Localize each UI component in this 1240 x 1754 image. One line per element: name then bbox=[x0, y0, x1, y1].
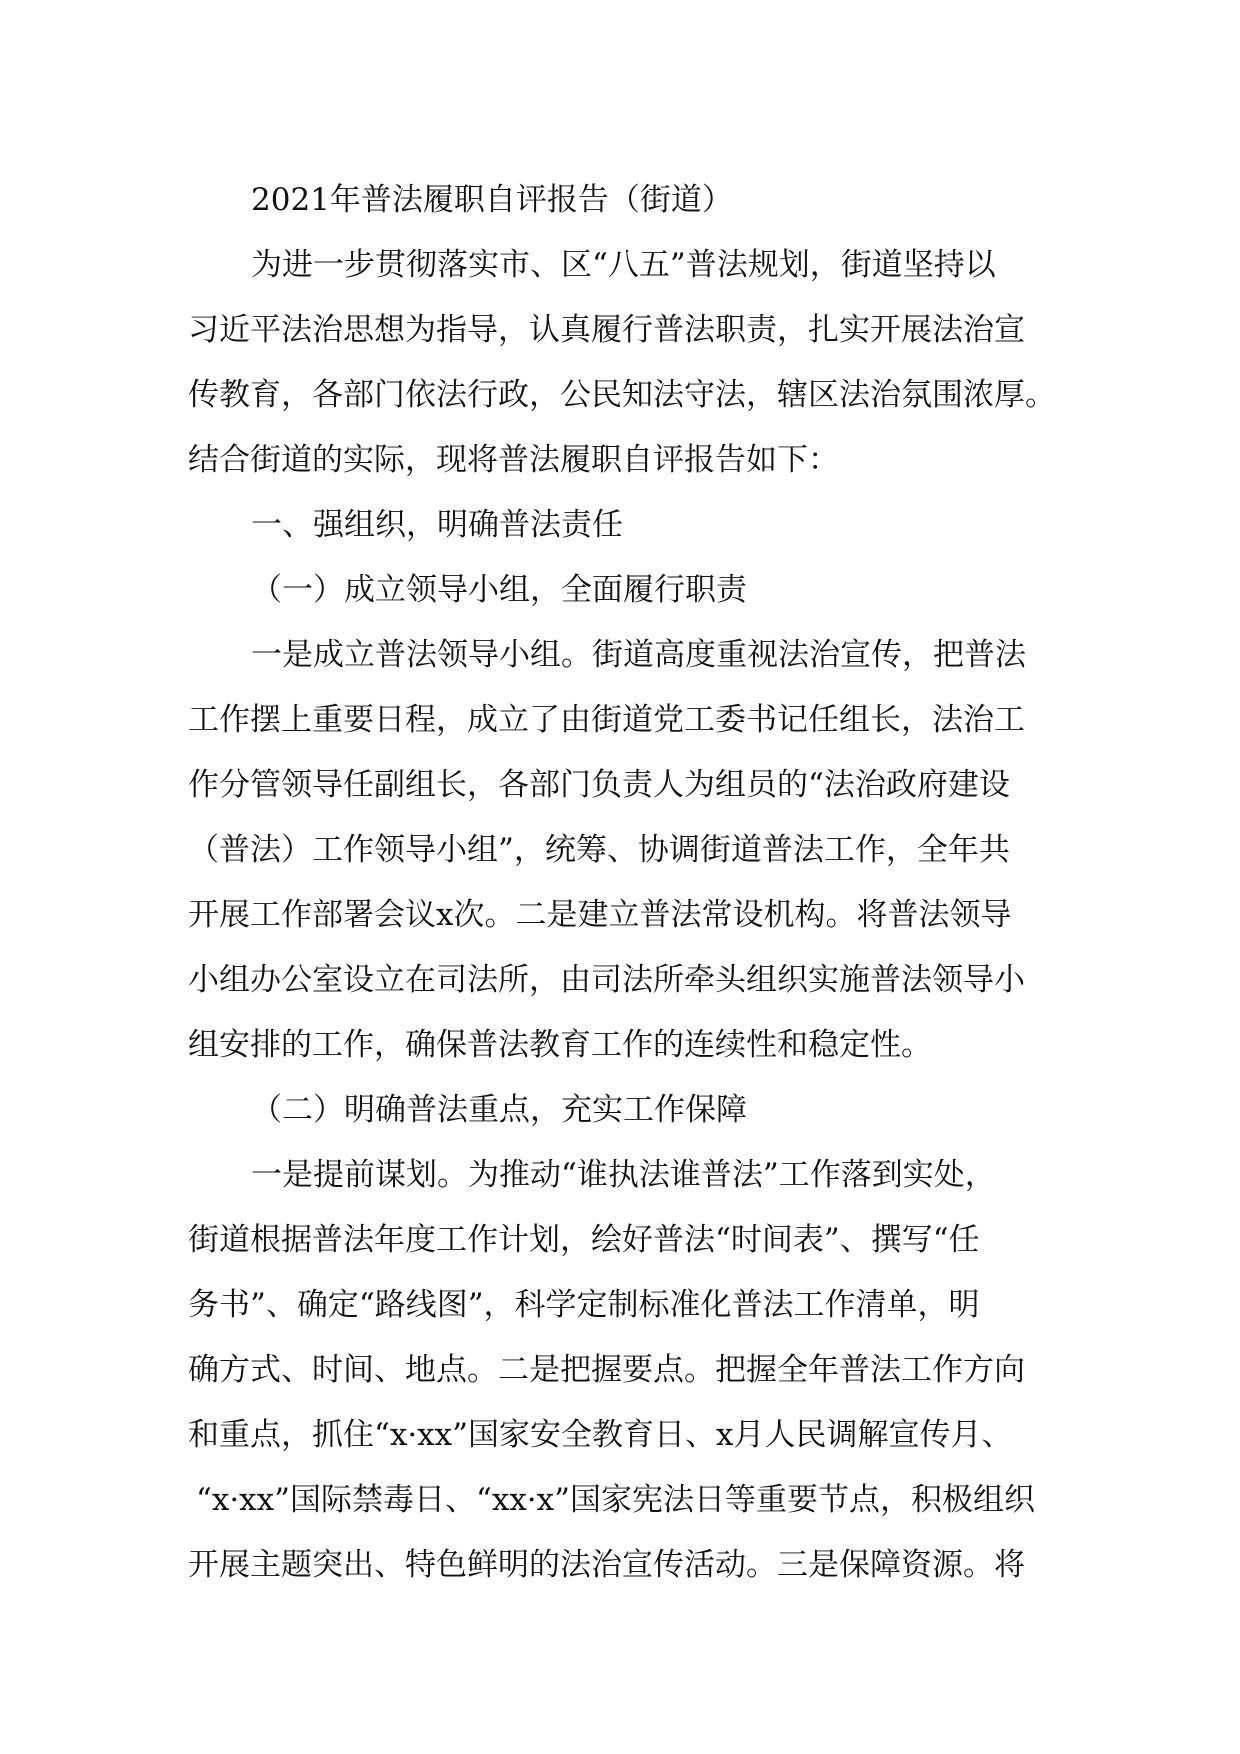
paragraph-line: 组安排的工作，确保普法教育工作的连续性和稳定性。 bbox=[188, 1027, 932, 1063]
subsection-heading: （一）成立领导小组，全面履行职责 bbox=[251, 572, 747, 608]
paragraph-line: 和重点，抓住“x·xx”国家安全教育日、x月人民调解宣传月、 bbox=[188, 1417, 1013, 1453]
paragraph-line: 传教育，各部门依法行政，公民知法守法，辖区法治氛围浓厚。 bbox=[188, 377, 1056, 413]
paragraph-line: 一是提前谋划。为推动“谁执法谁普法”工作落到实处， bbox=[251, 1157, 996, 1193]
paragraph-line: 小组办公室设立在司法所，由司法所牵头组织实施普法领导小 bbox=[188, 962, 1025, 998]
document-body bbox=[188, 168, 1068, 1598]
paragraph-line: 工作摆上重要日程，成立了由街道党工委书记任组长，法治工 bbox=[188, 702, 1025, 738]
paragraph-line: 一是成立普法领导小组。街道高度重视法治宣传，把普法 bbox=[251, 637, 1026, 673]
paragraph-line: 确方式、时间、地点。二是把握要点。把握全年普法工作方向 bbox=[188, 1352, 1025, 1388]
paragraph-line: 作分管领导任副组长，各部门负责人为组员的“法治政府建设 bbox=[188, 767, 1010, 803]
paragraph-line: “x·xx”国际禁毒日、“xx·x”国家宪法日等重要节点，积极组织 bbox=[196, 1482, 1035, 1518]
paragraph-line: 务书”、确定“路线图”，科学定制标准化普法工作清单，明 bbox=[188, 1287, 980, 1323]
section-heading: 一、强组织，明确普法责任 bbox=[251, 507, 623, 543]
paragraph-line: 习近平法治思想为指导，认真履行普法职责，扎实开展法治宣 bbox=[188, 312, 1025, 348]
paragraph-line: （普法）工作领导小组”，统筹、协调街道普法工作，全年共 bbox=[188, 832, 1010, 868]
paragraph-line: 结合街道的实际，现将普法履职自评报告如下： bbox=[188, 442, 839, 478]
paragraph-line: 街道根据普法年度工作计划，绘好普法“时间表”、撰写“任 bbox=[188, 1222, 980, 1258]
subsection-heading: （二）明确普法重点，充实工作保障 bbox=[251, 1092, 747, 1128]
paragraph-line: 开展主题突出、特色鲜明的法治宣传活动。三是保障资源。将 bbox=[188, 1547, 1025, 1583]
paragraph-line: 为进一步贯彻落实市、区“八五”普法规划，街道坚持以 bbox=[251, 247, 996, 283]
document-title: 2021年普法履职自评报告（街道） bbox=[251, 182, 733, 218]
paragraph-line: 开展工作部署会议x次。二是建立普法常设机构。将普法领导 bbox=[188, 897, 1012, 933]
